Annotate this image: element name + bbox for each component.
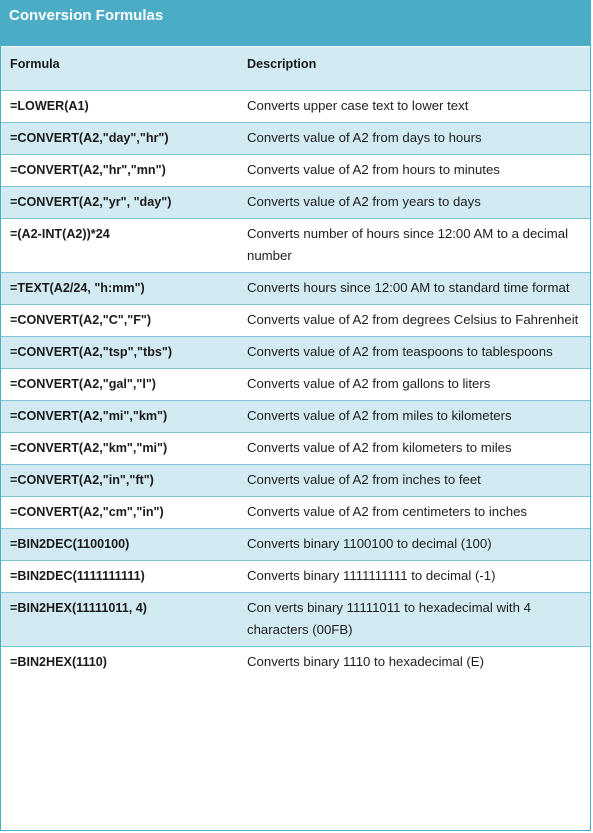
- description-cell: Converts value of A2 from centimeters to inches: [238, 496, 590, 528]
- table-row: [1, 432, 590, 464]
- description-cell: Con verts binary 11111011 to hexadecimal with 4 characters (00FB): [238, 592, 590, 646]
- conversion-formulas-table: [1, 47, 590, 678]
- formula-cell: =CONVERT(A2,"day","hr"): [1, 122, 238, 154]
- formula-cell: =BIN2DEC(1111111111): [1, 560, 238, 592]
- description-cell: Converts value of A2 from kilometers to miles: [238, 432, 590, 464]
- formula-cell: =CONVERT(A2,"mi","km"): [1, 400, 238, 432]
- table-row: [1, 464, 590, 496]
- table-row: [1, 218, 590, 272]
- description-cell: Converts value of A2 from degrees Celsius to Fahrenheit: [238, 304, 590, 336]
- formula-cell: =BIN2HEX(1110): [10, 654, 107, 669]
- description-cell: Converts binary 1111111111 to decimal (-1): [238, 560, 590, 592]
- formula-cell: =CONVERT(A2,"yr", "day"): [1, 186, 238, 218]
- table-row: [1, 186, 590, 218]
- table-row: [1, 400, 590, 432]
- description-cell: Converts value of A2 from hours to minutes: [238, 154, 590, 186]
- formula-cell: =CONVERT(A2,"gal","l"): [1, 368, 238, 400]
- description-cell: Converts number of hours since 12:00 AM to a decimal number: [238, 218, 590, 272]
- formula-cell: =BIN2HEX(11111011, 4): [1, 592, 238, 646]
- description-cell: Converts binary 1100100 to decimal (100): [238, 528, 590, 560]
- description-cell: Converts value of A2 from years to days: [238, 186, 590, 218]
- table-row: [1, 496, 590, 528]
- formula-cell: =CONVERT(A2,"C","F"): [1, 304, 238, 336]
- description-cell: Converts binary 1110 to hexadecimal (E): [247, 653, 484, 669]
- table-row: [1, 646, 590, 678]
- table-row: [1, 304, 590, 336]
- table-row: [1, 528, 590, 560]
- table-title: Conversion Formulas: [1, 1, 590, 47]
- column-header-formula: Formula: [1, 47, 238, 90]
- formula-cell: =CONVERT(A2,"km","mi"): [1, 432, 238, 464]
- formula-cell: =TEXT(A2/24, "h:mm"): [1, 272, 238, 304]
- table-row: [1, 368, 590, 400]
- table-row: [1, 90, 590, 122]
- description-cell: Converts value of A2 from days to hours: [238, 122, 590, 154]
- description-cell: Converts value of A2 from gallons to liters: [238, 368, 590, 400]
- description-cell: Converts upper case text to lower text: [238, 90, 590, 122]
- formula-cell: =CONVERT(A2,"hr","mn"): [1, 154, 238, 186]
- formula-cell: =BIN2DEC(1100100): [1, 528, 238, 560]
- description-cell: Converts value of A2 from inches to feet: [238, 464, 590, 496]
- column-header-description: Description: [238, 47, 590, 90]
- table-row: [1, 560, 590, 592]
- formula-cell: =(A2-INT(A2))*24: [1, 218, 238, 272]
- formula-cell: =CONVERT(A2,"cm","in"): [1, 496, 238, 528]
- formula-cell: =CONVERT(A2,"in","ft"): [1, 464, 238, 496]
- table-row: [1, 154, 590, 186]
- table-row: [1, 336, 590, 368]
- formula-cell: =CONVERT(A2,"tsp","tbs"): [1, 336, 238, 368]
- formula-cell: =LOWER(A1): [1, 90, 238, 122]
- header-row: [1, 47, 590, 90]
- description-cell: Converts hours since 12:00 AM to standard time format: [238, 272, 590, 304]
- table-row: [1, 272, 590, 304]
- table-body: [1, 90, 590, 678]
- table-row: [1, 592, 590, 646]
- table-row: [1, 122, 590, 154]
- description-cell: Converts value of A2 from teaspoons to tablespoons: [238, 336, 590, 368]
- description-cell: Converts value of A2 from miles to kilometers: [238, 400, 590, 432]
